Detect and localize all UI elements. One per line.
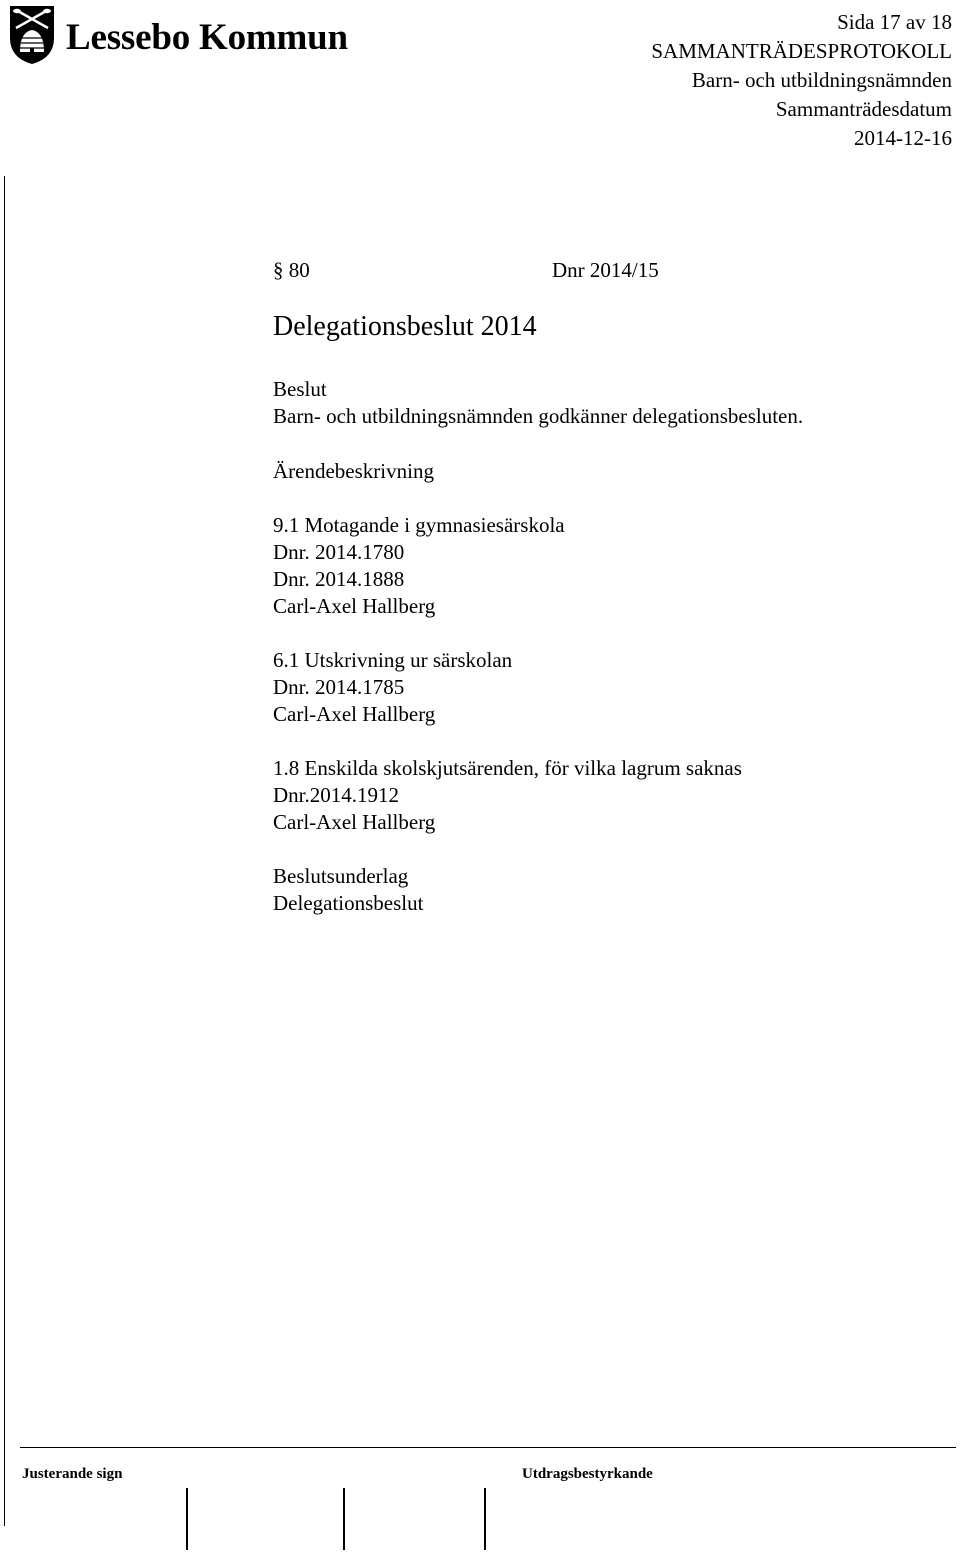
section-symbol: § (273, 258, 284, 282)
margin-line (4, 176, 5, 1526)
item-line: Dnr. 2014.1785 (273, 675, 405, 699)
beslut-text: Barn- och utbildningsnämnden godkänner delegationsbesluten. (273, 404, 804, 428)
page-info: Sida 17 av 18 (837, 10, 952, 34)
arende-heading: Ärendebeskrivning (273, 459, 434, 483)
signature-box-divider (484, 1488, 486, 1550)
paragraph-number: § 80 (273, 258, 310, 282)
item-line: Carl-Axel Hallberg (273, 594, 436, 618)
utdragsbestyrkande-label: Utdragsbestyrkande (522, 1466, 653, 1482)
meeting-date: 2014-12-16 (854, 126, 952, 150)
justerande-sign-label: Justerande sign (22, 1466, 123, 1482)
underlag-heading: Beslutsunderlag (273, 864, 409, 888)
municipality-logo (4, 2, 364, 66)
footer-divider (20, 1447, 956, 1448)
item-title: 1.8 Enskilda skolskjutsärenden, för vilka lagrum saknas (273, 756, 742, 780)
document-header (651, 8, 952, 153)
item-title: 9.1 Motagande i gymnasiesärskola (273, 513, 565, 537)
item-line: Dnr. 2014.1888 (273, 567, 405, 591)
protocol-type: SAMMANTRÄDESPROTOKOLL (651, 39, 952, 63)
signature-box-divider (343, 1488, 345, 1550)
underlag-text: Delegationsbeslut (273, 891, 424, 915)
item-line: Dnr.2014.1912 (273, 783, 399, 807)
item-line: Carl-Axel Hallberg (273, 702, 436, 726)
page-title: Delegationsbeslut 2014 (273, 311, 537, 342)
municipal-coat-of-arms-icon (4, 2, 60, 66)
item-title: 6.1 Utskrivning ur särskolan (273, 648, 513, 672)
beslut-heading: Beslut (273, 377, 327, 401)
committee-name: Barn- och utbildningsnämnden (691, 68, 952, 92)
logo-text: Lessebo Kommun (66, 17, 348, 58)
meeting-date-label: Sammanträdesdatum (775, 97, 952, 121)
paragraph-dnr: Dnr 2014/15 (552, 258, 659, 282)
signature-box-divider (186, 1488, 188, 1550)
item-line: Dnr. 2014.1780 (273, 540, 405, 564)
item-line: Carl-Axel Hallberg (273, 810, 436, 834)
